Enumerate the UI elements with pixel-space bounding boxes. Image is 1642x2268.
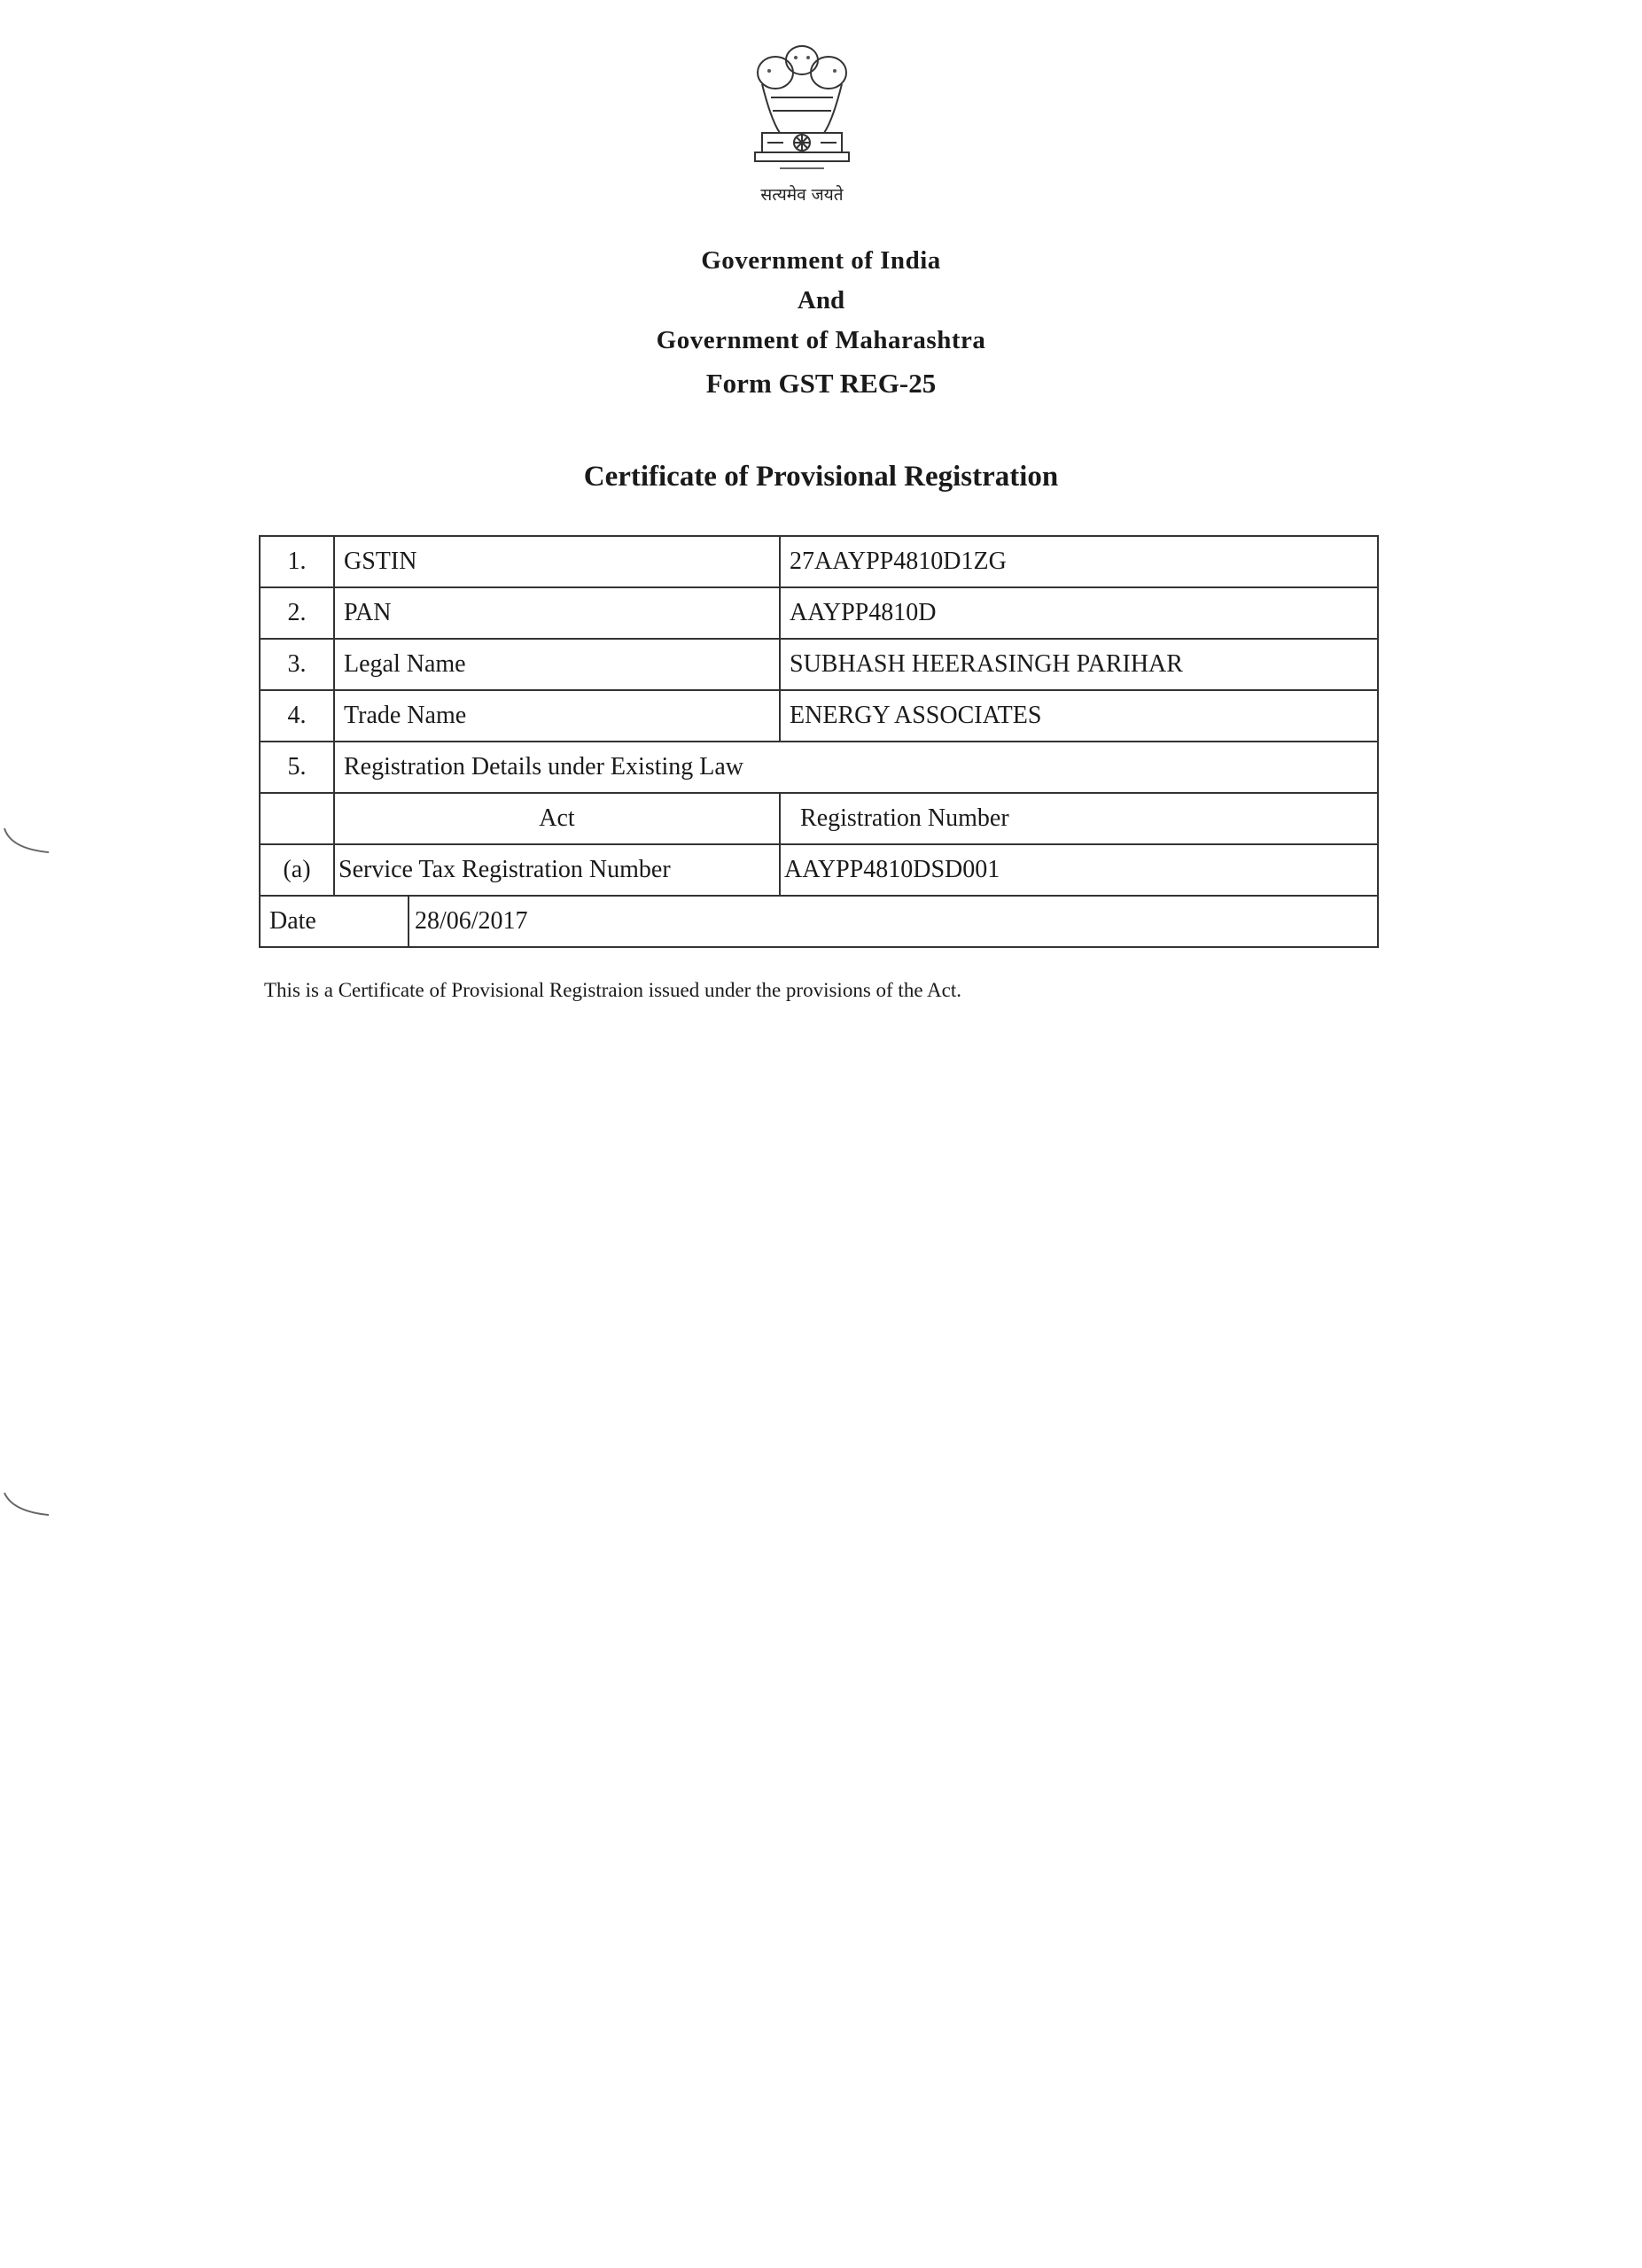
scan-mark-icon (0, 1488, 53, 1524)
date-value: 28/06/2017 (409, 896, 1378, 947)
row-label: Legal Name (334, 639, 780, 690)
header-government-of-india: Government of India (701, 246, 941, 275)
table-row (260, 690, 1378, 742)
row-number: 4. (260, 690, 334, 742)
registration-heading: Registration Details under Existing Law (334, 742, 1378, 793)
row-number: 5. (260, 742, 334, 793)
row-label: GSTIN (334, 536, 780, 587)
table-row (260, 793, 1378, 844)
table-row (260, 844, 1378, 896)
row-label: Trade Name (334, 690, 780, 742)
registration-number: AAYPP4810DSD001 (780, 844, 1378, 896)
certificate-footnote: This is a Certificate of Provisional Registraion issued under the provisions of the Act. (264, 979, 961, 1001)
row-number: 1. (260, 536, 334, 587)
row-value: AAYPP4810D (780, 587, 1378, 639)
scan-mark-icon (0, 824, 53, 859)
emblem-motto: सत्यमेव जयते (760, 185, 844, 205)
column-header-registration-number: Registration Number (780, 793, 1378, 844)
row-number: 3. (260, 639, 334, 690)
date-label: Date (260, 896, 409, 947)
row-label: PAN (334, 587, 780, 639)
table-row (260, 742, 1378, 793)
row-value: SUBHASH HEERASINGH PARIHAR (780, 639, 1378, 690)
row-value: ENERGY ASSOCIATES (780, 690, 1378, 742)
header-form-name: Form GST REG-25 (705, 368, 937, 399)
table-row (260, 639, 1378, 690)
row-number: 2. (260, 587, 334, 639)
table-row (260, 587, 1378, 639)
empty-cell (260, 793, 334, 844)
row-value: 27AAYPP4810D1ZG (780, 536, 1378, 587)
table-row (260, 896, 1378, 947)
header-and: And (797, 286, 845, 315)
table-row (260, 536, 1378, 587)
column-header-act: Act (334, 793, 780, 844)
header-government-of-maharashtra: Government of Maharashtra (656, 326, 986, 354)
page-title: Certificate of Provisional Registration (583, 461, 1059, 493)
row-number: (a) (260, 844, 334, 896)
registration-act: Service Tax Registration Number (334, 844, 780, 896)
national-emblem-icon (744, 35, 860, 190)
registration-table (259, 535, 1379, 948)
